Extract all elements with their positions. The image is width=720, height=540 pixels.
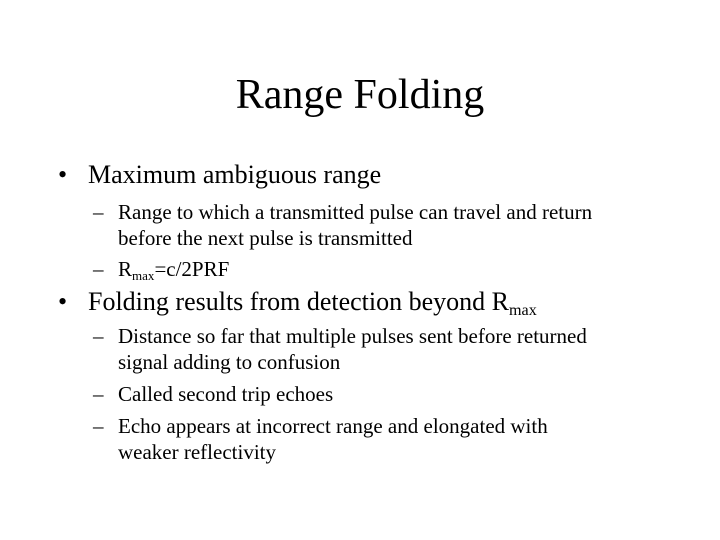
bullet-marker: •: [58, 160, 68, 189]
bullet-maximum-ambiguous-range: [58, 160, 382, 190]
formula-symbol: R: [118, 257, 133, 281]
sub-bullet-marker: –: [93, 257, 104, 281]
bullet-marker: •: [58, 287, 68, 316]
sub-bullet-line: before the next pulse is transmitted: [118, 226, 413, 250]
sub-bullet-marker: –: [93, 200, 104, 224]
sub-bullet-marker: –: [93, 382, 104, 406]
sub-bullet-line: Range to which a transmitted pulse can travel and return: [118, 200, 593, 224]
formula-subscript: max: [132, 268, 155, 284]
sub-bullet-line: Distance so far that multiple pulses sent before returned: [118, 324, 587, 348]
sub-bullet-marker: –: [93, 414, 104, 438]
sub-bullet-rmax-formula: [93, 256, 230, 284]
sub-bullet-line: Echo appears at incorrect range and elongated with: [118, 414, 548, 438]
sub-bullet-marker: –: [93, 324, 104, 348]
sub-bullet-line: weaker reflectivity: [118, 440, 276, 464]
sub-bullet-distance: [93, 323, 587, 375]
sub-bullet-line: Called second trip echoes: [118, 382, 334, 406]
sub-bullet-echo-appearance: [93, 413, 548, 465]
sub-bullet-second-trip: [93, 381, 334, 407]
formula-expression: =c/2PRF: [154, 257, 230, 281]
bullet-text: Maximum ambiguous range: [88, 160, 382, 189]
sub-bullet-range-definition: [93, 199, 593, 251]
bullet-subscript: max: [509, 302, 537, 320]
bullet-text: Folding results from detection beyond R: [88, 287, 510, 316]
slide-title: Range Folding: [235, 72, 485, 118]
sub-bullet-line: signal adding to confusion: [118, 350, 341, 374]
bullet-folding-results: [58, 287, 537, 320]
